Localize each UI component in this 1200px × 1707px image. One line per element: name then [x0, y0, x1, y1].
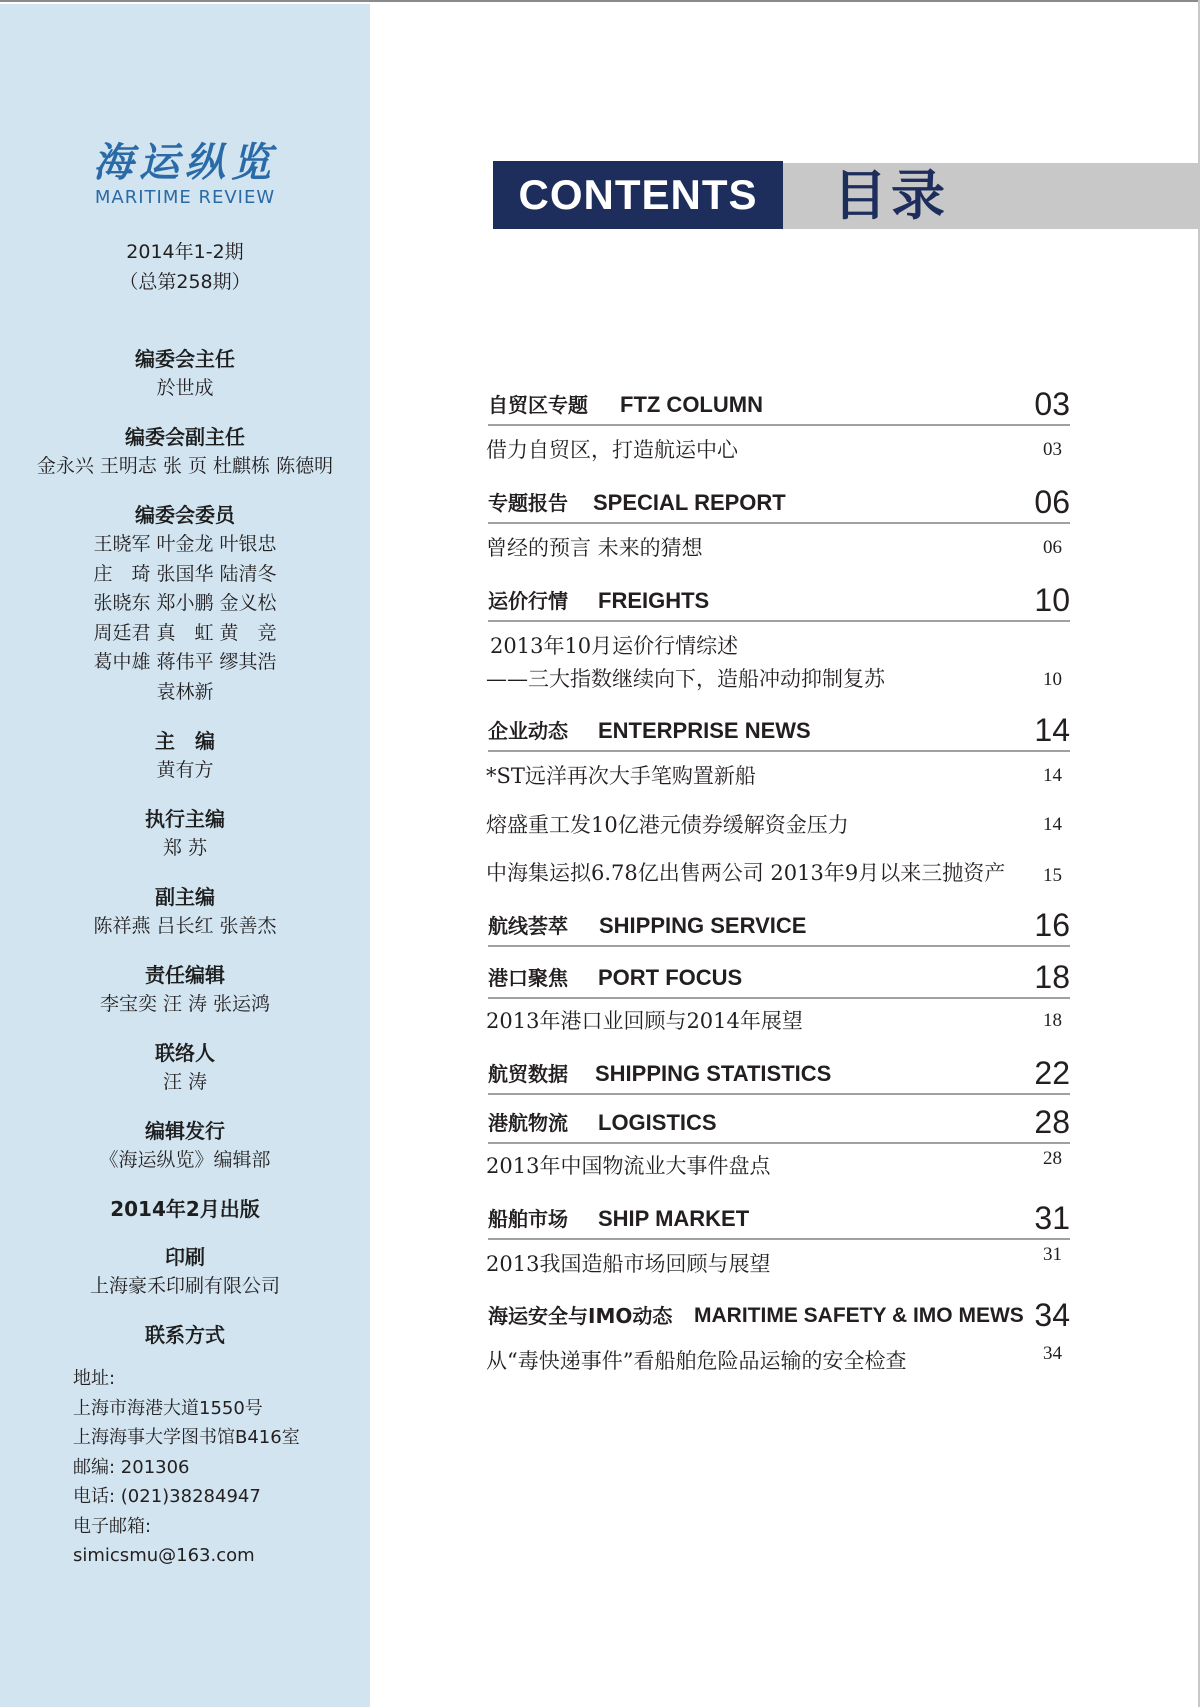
section-page: 10	[1034, 582, 1070, 618]
section-page: 28	[1034, 1104, 1070, 1140]
magazine-logo	[0, 139, 370, 209]
section-title-en: SHIP MARKET	[598, 1206, 750, 1231]
article-page: 10	[1043, 669, 1062, 690]
section-page: 06	[1034, 484, 1070, 520]
address-label: 地址:	[73, 1368, 116, 1389]
phone: 电话: (021)38284947	[73, 1486, 261, 1507]
section-divider	[488, 1238, 1070, 1240]
article-page: 03	[1043, 439, 1062, 460]
staff-block-contact	[0, 1320, 370, 1350]
toc-article[interactable]	[486, 760, 1070, 793]
section-title-en: ENTERPRISE NEWS	[598, 718, 811, 743]
staff-name: 汪 涛	[162, 1071, 208, 1093]
email-link[interactable]: simicsmu@163.com	[73, 1545, 255, 1566]
section-divider	[488, 1142, 1070, 1144]
section-title-en: FREIGHTS	[598, 588, 710, 613]
article-title: 借力自贸区，打造航运中心	[486, 438, 738, 462]
section-divider	[488, 620, 1070, 622]
section-page: 14	[1034, 712, 1070, 748]
section-page: 18	[1034, 959, 1070, 995]
toc-article[interactable]	[486, 1244, 1070, 1281]
section-title-cn: 专题报告	[488, 491, 568, 515]
issue-number: 2014年1-2期	[126, 241, 244, 263]
section-page: 16	[1034, 907, 1070, 943]
article-page: 15	[1043, 865, 1062, 886]
staff-role: 编辑发行	[145, 1119, 225, 1143]
staff-role: 副主编	[155, 885, 215, 909]
section-divider	[488, 945, 1070, 947]
staff-name: 庄 琦 张国华 陆清冬	[93, 562, 277, 585]
toc-section[interactable]	[488, 1293, 1070, 1333]
section-title-cn: 海运安全与IMO动态	[488, 1304, 673, 1328]
section-title-en: PORT FOCUS	[598, 965, 743, 990]
toc-section[interactable]	[488, 1051, 1070, 1091]
address-line: 上海市海港大道1550号	[73, 1397, 263, 1419]
toc-section[interactable]	[488, 382, 1070, 422]
staff-role: 编委会委员	[135, 503, 235, 527]
toc-article[interactable]	[486, 532, 1070, 565]
postcode: 邮编: 201306	[73, 1456, 190, 1478]
section-title-en: FTZ COLUMN	[620, 392, 763, 417]
staff-role: 编委会主任	[135, 347, 235, 371]
article-subtitle: ——三大指数继续向下，造船冲动抑制复苏	[486, 667, 885, 691]
toc-section[interactable]	[488, 480, 1070, 520]
staff-name: 黄有方	[156, 759, 214, 781]
staff-role: 执行主编	[145, 807, 225, 831]
staff-block-vice-director	[0, 422, 370, 482]
section-page: 34	[1034, 1297, 1070, 1333]
staff-name: 陈祥燕 吕长红 张善杰	[93, 915, 277, 937]
issue-total: （总第258期）	[119, 271, 251, 293]
staff-block-executive-editor	[0, 804, 370, 864]
masthead-sidebar	[0, 4, 370, 1707]
staff-name: 郑 苏	[162, 837, 208, 859]
section-title-cn: 航线荟萃	[488, 914, 568, 938]
section-divider	[488, 424, 1070, 426]
staff-name: 金永兴 王明志 张 页 杜麒栋 陈德明	[36, 455, 334, 477]
toc-article[interactable]	[486, 434, 1070, 467]
section-title-cn: 港航物流	[488, 1111, 568, 1135]
toc-article[interactable]	[486, 1150, 1070, 1183]
toc-section[interactable]	[488, 708, 1070, 748]
section-title-cn: 运价行情	[488, 589, 568, 613]
staff-block-publish-date	[0, 1194, 370, 1224]
contents-title-en: CONTENTS	[493, 161, 783, 229]
staff-name: 袁林新	[156, 680, 214, 703]
magazine-title-cn: 海运纵览	[93, 139, 277, 186]
staff-block-director	[0, 344, 370, 404]
section-divider	[488, 522, 1070, 524]
article-title: 从“毒快递事件”看船舶危险品运输的安全检查	[486, 1349, 907, 1373]
staff-role: 联络人	[155, 1041, 215, 1065]
section-page: 03	[1034, 386, 1070, 422]
email-label: 电子邮箱:	[73, 1515, 152, 1537]
staff-name: 《海运纵览》编辑部	[99, 1149, 271, 1171]
toc-section[interactable]	[488, 1196, 1070, 1236]
staff-role: 责任编辑	[145, 963, 225, 987]
article-page: 28	[1043, 1148, 1062, 1169]
article-title: 熔盛重工发10亿港元债券缓解资金压力	[486, 813, 849, 837]
section-divider	[488, 1093, 1070, 1095]
article-page: 14	[1043, 814, 1062, 835]
article-title: 2013我国造船市场回顾与展望	[486, 1252, 771, 1276]
article-page: 34	[1043, 1343, 1062, 1364]
staff-name: 张晓东 郑小鹏 金义松	[93, 592, 277, 614]
article-title: 2013年10月运价行情综述	[490, 634, 739, 658]
section-divider	[488, 997, 1070, 999]
article-title: 2013年中国物流业大事件盘点	[486, 1154, 771, 1178]
staff-block-editor-in-chief	[0, 726, 370, 786]
section-title-en: SHIPPING SERVICE	[599, 913, 807, 938]
toc-article[interactable]	[486, 809, 1070, 842]
staff-name: 王晓军 叶金龙 叶银忠	[93, 533, 277, 555]
staff-block-deputy-editor	[0, 882, 370, 942]
toc-section[interactable]	[488, 1100, 1070, 1140]
section-divider	[488, 750, 1070, 752]
page-top-rule	[0, 0, 1200, 2]
article-title: 曾经的预言 未来的猜想	[486, 536, 703, 560]
section-title-en: LOGISTICS	[598, 1110, 717, 1135]
section-title-cn: 自贸区专题	[488, 393, 588, 417]
staff-name: 上海豪禾印刷有限公司	[89, 1275, 280, 1297]
article-page: 18	[1043, 1010, 1062, 1031]
article-page: 06	[1043, 537, 1062, 558]
staff-block-printer	[0, 1242, 370, 1302]
section-page: 31	[1034, 1200, 1070, 1236]
staff-role: 印刷	[165, 1245, 205, 1269]
contact-heading: 联系方式	[145, 1323, 225, 1347]
staff-block-responsible-editor	[0, 960, 370, 1020]
article-page: 31	[1043, 1244, 1062, 1265]
section-page: 22	[1034, 1055, 1070, 1091]
section-title-cn: 港口聚焦	[488, 966, 568, 990]
staff-name: 於世成	[156, 377, 214, 399]
section-title-en: MARITIME SAFETY & IMO MEWS	[694, 1304, 1024, 1327]
toc-article[interactable]	[486, 857, 1070, 890]
article-page: 14	[1043, 765, 1062, 786]
staff-name: 周廷君 真 虹 黄 竞	[93, 621, 277, 644]
toc-section[interactable]	[488, 903, 1070, 943]
toc-article[interactable]	[486, 1345, 1070, 1378]
magazine-title-en: MARITIME REVIEW	[94, 187, 276, 208]
section-title-en: SHIPPING STATISTICS	[595, 1061, 832, 1086]
address-line: 上海海事大学图书馆B416室	[73, 1427, 300, 1448]
article-title: 中海集运拟6.78亿出售两公司 2013年9月以来三抛资产	[486, 861, 1006, 885]
publish-date: 2014年2月出版	[110, 1197, 260, 1221]
section-title-cn: 船舶市场	[488, 1207, 568, 1231]
toc-section[interactable]	[488, 955, 1070, 995]
staff-name: 葛中雄 蒋伟平 缪其浩	[93, 651, 277, 673]
toc-article[interactable]	[486, 1005, 1070, 1038]
staff-role: 主 编	[155, 729, 215, 753]
staff-block-liaison	[0, 1038, 370, 1098]
article-title: *ST远洋再次大手笔购置新船	[486, 764, 756, 788]
staff-block-publisher	[0, 1116, 370, 1176]
contents-title-cn: 目录	[833, 164, 949, 227]
section-title-cn: 企业动态	[488, 719, 568, 743]
staff-role: 编委会副主任	[125, 425, 245, 449]
section-title-en: SPECIAL REPORT	[593, 490, 786, 515]
staff-block-committee	[0, 500, 370, 707]
article-title: 2013年港口业回顾与2014年展望	[486, 1009, 803, 1033]
staff-name: 李宝奕 汪 涛 张运鸿	[99, 993, 271, 1015]
contact-info	[73, 1364, 300, 1571]
toc-article[interactable]	[486, 630, 1070, 696]
toc-section[interactable]	[488, 578, 1070, 618]
section-title-cn: 航贸数据	[488, 1062, 568, 1086]
